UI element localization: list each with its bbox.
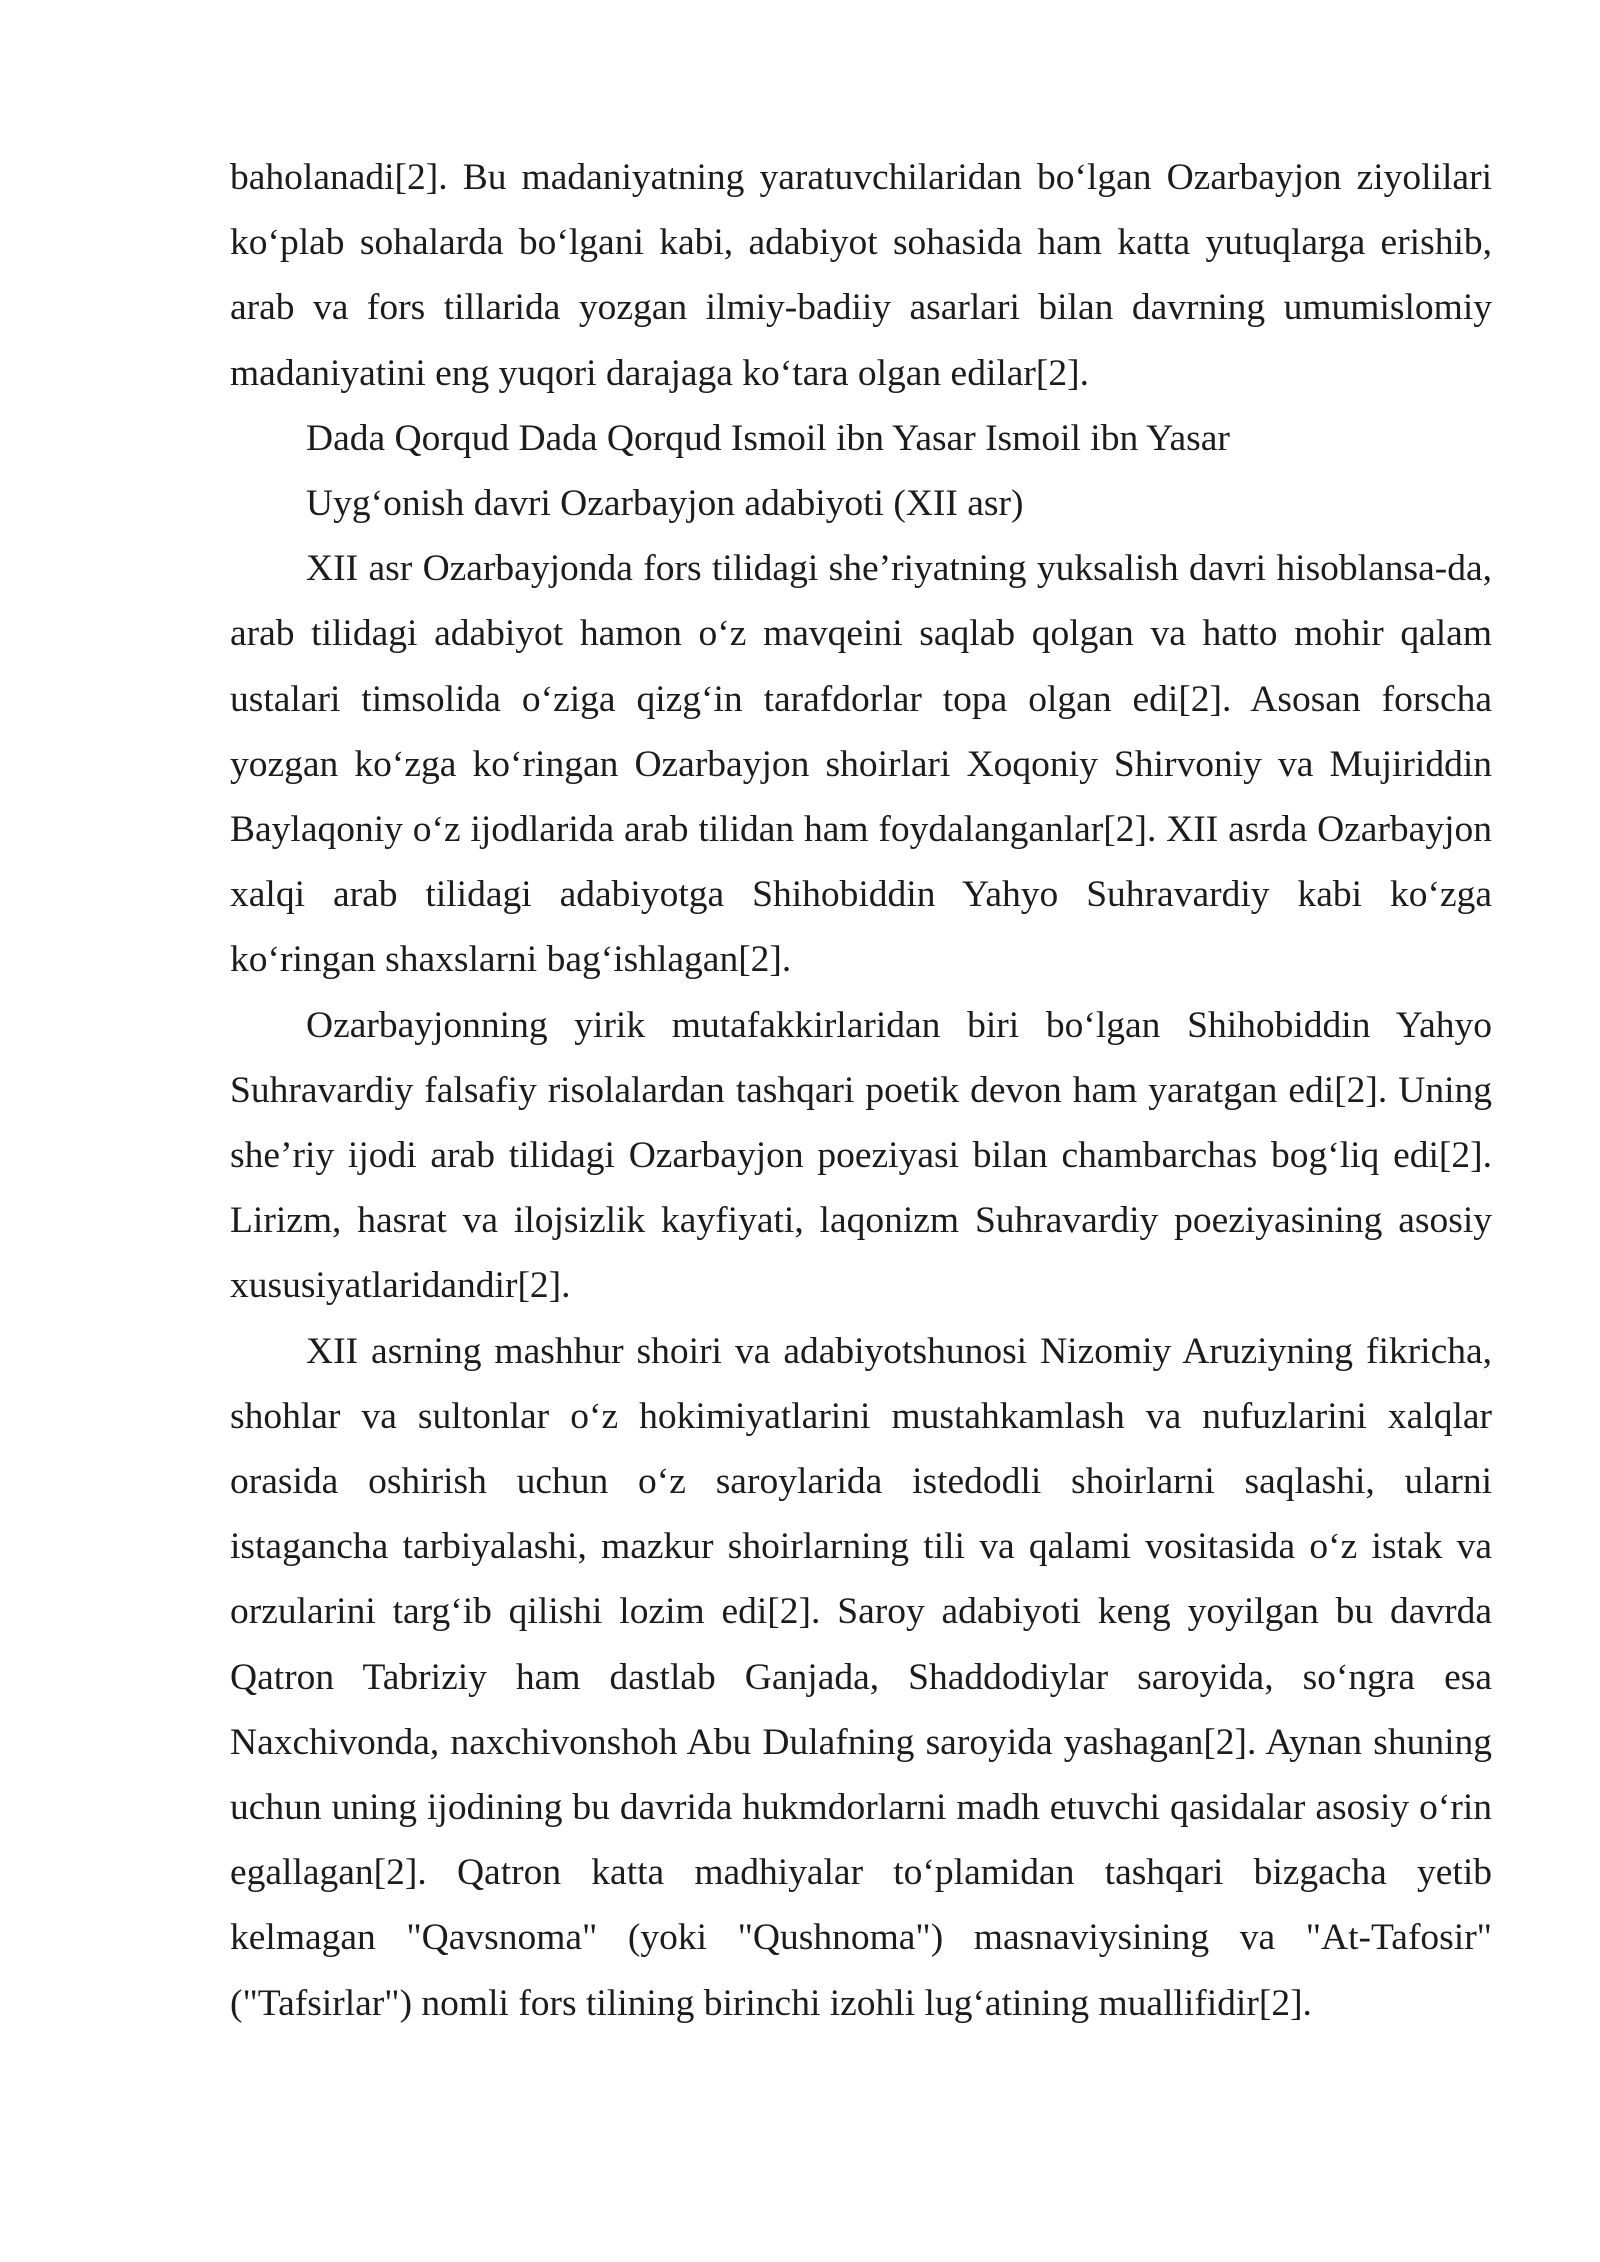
paragraph: Ozarbayjonning yirik mutafakkirlaridan biri bo‘lgan Shihobiddin Yahyo Suhravardiy falsafiy risolalardan tashqari poetik devon ham yaratgan edi[2]. Uning she’riy ijodi arab tilidagi Ozarbayjon poeziyasi bilan chambarchas bog‘liq edi[2]. Lirizm, hasrat va ilojsizlik kayfiyati, laqonizm Suhravardiy poeziyasining asosiy xususiyatlaridandir[2]. <box>230 1004 1492 1307</box>
paragraph-names-line: Dada Qorqud Dada Qorqud Ismoil ibn Yasar Ismoil ibn Yasar <box>306 417 1230 459</box>
paragraph: XII asrning mashhur shoiri va adabiyotshunosi Nizomiy Aruziyning fikricha, shohlar va sultonlar o‘z hokimiyatlarini mustahkamlash va nufuzlarini xalqlar orasida oshirish uchun o‘z saroylarida istedodli shoirlarni saqlashi, ularni istagancha tarbiyalashi, mazkur shoirlarning tili va qalami vositasida o‘z istak va orzularini targ‘ib qilishi lozim edi[2]. Saroy adabiyoti keng yoyilgan bu davrda Qatron Tabriziy ham dastlab Ganjada, Shaddodiylar saroyida, so‘ngra esa Naxchivonda, naxchivonshoh Abu Dulafning saroyida yashagan[2]. Aynan shuning uchun uning ijodining bu davrida hukmdorlarni madh etuvchi qasidalar asosiy o‘rin egallagan[2]. Qatron katta madhiyalar to‘plamidan tashqari bizgacha yetib kelmagan "Qavsnoma" (yoki "Qushnoma") masnaviysining va "At-Tafosir" ("Tafsirlar") nomli fors tilining birinchi izohli lug‘atining muallifidir[2]. <box>230 1330 1492 2024</box>
paragraph-continuation: baholanadi[2]. Bu madaniyatning yaratuvchilaridan bo‘lgan Ozarbayjon ziyolilari ko‘plab sohalarda bo‘lgani kabi, adabiyot sohasida ham katta yutuqlarga erishib, arab va fors tillarida yozgan ilmiy-badiiy asarlari bilan davrning umumislomiy madaniyatini eng yuqori darajaga ko‘tara olgan edilar[2]. <box>230 157 1492 394</box>
section-heading: Uyg‘onish davri Ozarbayjon adabiyoti (XII asr) <box>306 483 1024 525</box>
paragraph: XII asr Ozarbayjonda fors tilidagi she’riyatning yuksalish davri hisoblansa-da, arab tilidagi adabiyot hamon o‘z mavqeini saqlab qolgan va hatto mohir qalam ustalari timsolida o‘ziga qizg‘in tarafdorlar topa olgan edi[2]. Asosan forscha yozgan ko‘zga ko‘ringan Ozarbayjon shoirlari Xoqoniy Shirvoniy va Mujiriddin Baylaqoniy o‘z ijodlarida arab tilidan ham foydalanganlar[2]. XII asrda Ozarbayjon xalqi arab tilidagi adabiyotga Shihobiddin Yahyo Suhravardiy kabi ko‘zga ko‘ringan shaxslarni bag‘ishlagan[2]. <box>230 548 1492 981</box>
document-page <box>230 145 1492 2036</box>
